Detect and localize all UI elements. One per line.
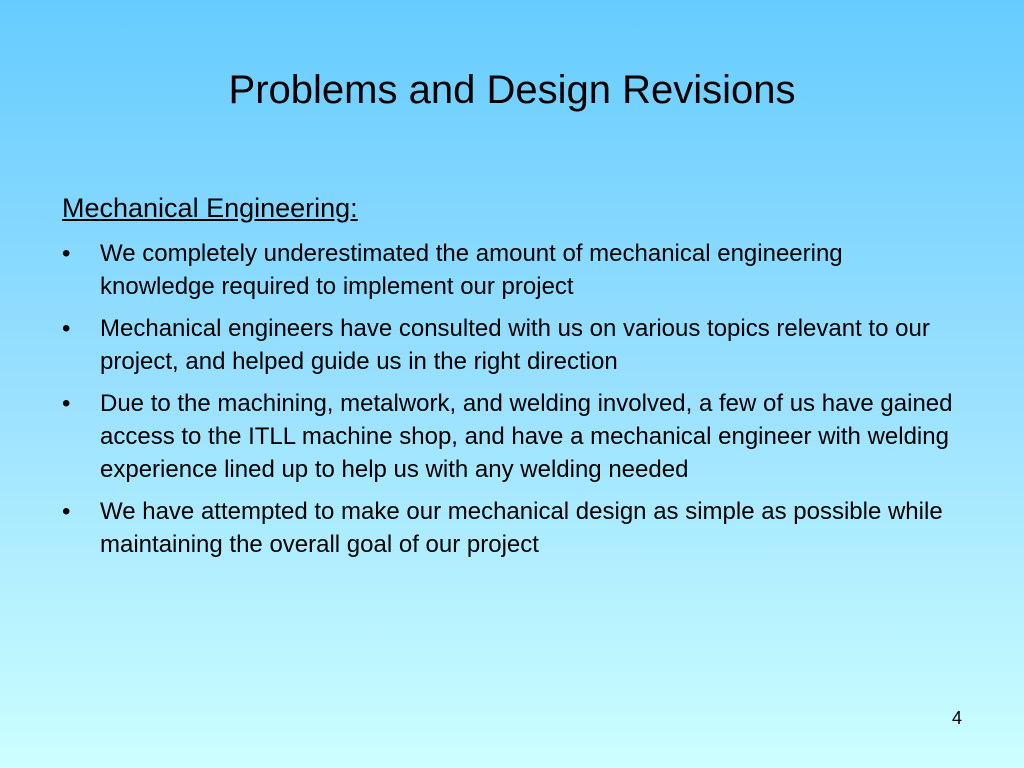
bullet-text: We completely underestimated the amount of mechanical engineering knowledge required to implement our project <box>100 240 843 300</box>
bullet-item <box>62 495 962 561</box>
bullet-text: We have attempted to make our mechanical design as simple as possible while maintaining the overall goal of our project <box>100 498 943 558</box>
bullet-item <box>62 312 962 378</box>
bullet-marker: • <box>62 240 71 267</box>
bullet-marker: • <box>62 390 71 417</box>
bullet-text: Due to the machining, metalwork, and welding involved, a few of us have gained access to the ITLL machine shop, and have a mechanical engineer with welding experience lined up to help us with any welding needed <box>100 390 953 483</box>
section-heading: Mechanical Engineering: <box>62 193 358 223</box>
bullet-marker: • <box>62 498 71 525</box>
slide-content <box>62 188 962 561</box>
bullet-list <box>62 237 962 561</box>
bullet-item <box>62 387 962 486</box>
page-number: 4 <box>951 708 962 728</box>
bullet-text: Mechanical engineers have consulted with us on various topics relevant to our project, and helped guide us in the right direction <box>100 315 930 375</box>
bullet-item <box>62 237 962 303</box>
bullet-marker: • <box>62 315 71 342</box>
slide-title: Problems and Design Revisions <box>228 68 796 112</box>
